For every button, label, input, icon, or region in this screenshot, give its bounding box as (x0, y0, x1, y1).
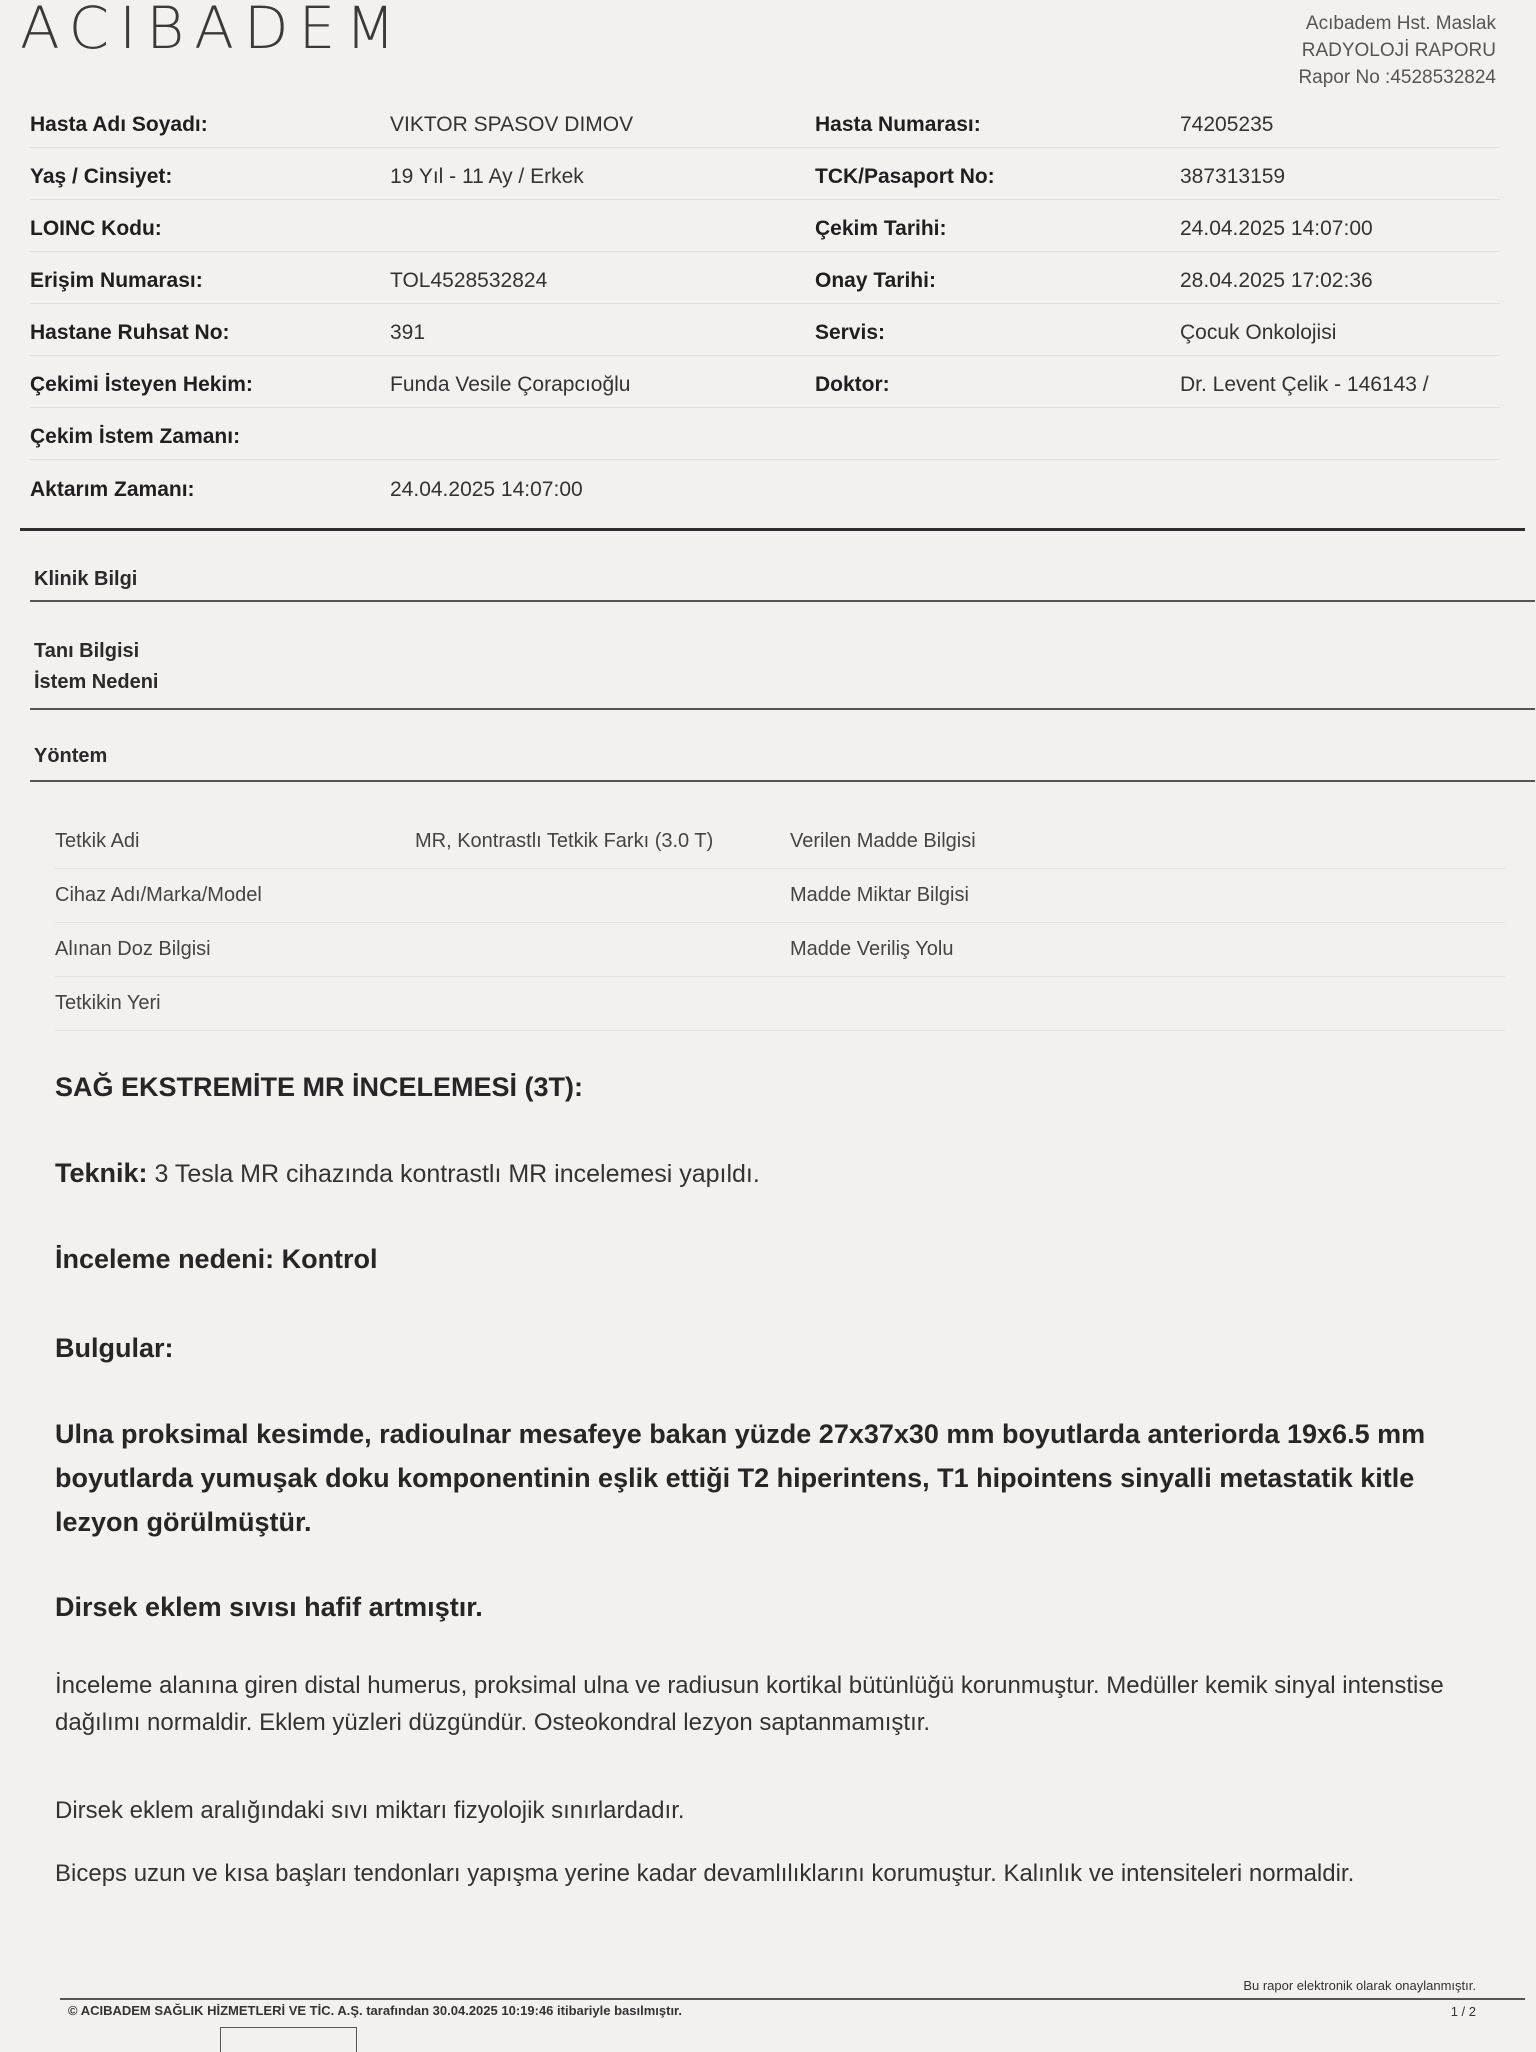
method-label: Cihaz Adı/Marka/Model (55, 884, 262, 906)
info-label: Onay Tarihi: (815, 269, 936, 292)
info-row (30, 304, 1500, 356)
report-type: RADYOLOJİ RAPORU (1301, 40, 1496, 61)
method-row (55, 869, 1505, 923)
divider (20, 528, 1525, 531)
hospital-logo: ACIBADEM (20, 0, 406, 62)
finding-tendons: Biceps uzun ve kısa başları tendonları yapışma yerine kadar devamlılıklarını korumuştur. Kalınlık ve intensiteleri normaldir. (55, 1860, 1355, 1887)
method-value: MR, Kontrastlı Tetkik Farkı (3.0 T) (415, 830, 714, 852)
info-label: Çekim İstem Zamanı: (30, 425, 241, 448)
section-yontem: Yöntem (34, 745, 108, 767)
patient-info-table (30, 96, 1500, 512)
report-title: SAĞ EKSTREMİTE MR İNCELEMESİ (3T): (55, 1072, 584, 1102)
info-value: 391 (390, 321, 426, 344)
info-label: Erişim Numarası: (30, 269, 203, 292)
method-label: Tetkikin Yeri (55, 992, 161, 1014)
method-label: Tetkik Adi (55, 830, 140, 852)
info-label: Doktor: (815, 373, 890, 396)
findings-heading: Bulgular: (55, 1333, 174, 1363)
technique-line (55, 1158, 1495, 1189)
footer-divider (60, 1998, 1525, 2000)
info-value: 387313159 (1180, 165, 1286, 188)
technique-text: 3 Tesla MR cihazında kontrastlı MR incelemesi yapıldı. (147, 1160, 760, 1188)
info-label: Çekim Tarihi: (815, 217, 947, 240)
info-label: Hasta Adı Soyadı: (30, 113, 208, 136)
report-number: Rapor No :4528532824 (1298, 67, 1496, 88)
finding-joint-fluid: Dirsek eklem sıvısı hafif artmıştır. (55, 1592, 483, 1622)
section-klinik-bilgi: Klinik Bilgi (34, 568, 138, 590)
method-row (55, 923, 1505, 977)
method-table (55, 815, 1505, 1031)
hospital-name: Acıbadem Hst. Maslak (1305, 13, 1496, 34)
technique-label: Teknik: (55, 1158, 148, 1188)
method-label-2: Madde Miktar Bilgisi (790, 884, 969, 906)
info-value: Çocuk Onkolojisi (1180, 321, 1337, 344)
divider (30, 780, 1535, 782)
info-label: Aktarım Zamanı: (30, 478, 195, 501)
info-value: 74205235 (1180, 113, 1274, 136)
info-value: Dr. Levent Çelik - 146143 / (1180, 373, 1429, 396)
electronic-approval-note: Bu rapor elektronik olarak onaylanmıştır. (1243, 1978, 1476, 1993)
stamp-box (220, 2027, 357, 2052)
section-tani-bilgisi: Tanı Bilgisi (34, 640, 140, 662)
info-label: LOINC Kodu: (30, 217, 162, 240)
info-value: TOL4528532824 (390, 269, 548, 292)
info-value: 19 Yıl - 11 Ay / Erkek (390, 165, 584, 188)
finding-bones: İnceleme alanına giren distal humerus, proksimal ulna ve radiusun kortikal bütünlüğü korunmuştur. Medüller kemik sinyal intenstise dağılımı normaldir. Eklem yüzleri düzgündür. Osteokondral lezyon saptanmamıştır. (55, 1672, 1444, 1736)
info-label: TCK/Pasaport No: (815, 165, 995, 188)
info-row (30, 460, 1500, 512)
info-row (30, 252, 1500, 304)
info-row (30, 408, 1500, 460)
divider (30, 600, 1535, 602)
info-label: Servis: (815, 321, 886, 344)
info-row (30, 148, 1500, 200)
method-label-2: Madde Veriliş Yolu (790, 938, 954, 960)
info-label: Hasta Numarası: (815, 113, 981, 136)
info-row (30, 356, 1500, 408)
divider (30, 708, 1535, 710)
finding-lesion: Ulna proksimal kesimde, radioulnar mesafeye bakan yüzde 27x37x30 mm boyutlarda anteriorda 19x6.5 mm boyutlarda yumuşak doku komponentinin eşlik ettiği T2 hiperintens, T1 hipointens sinyalli metastatik kitle lezyon görülmüştür. (55, 1419, 1426, 1537)
info-value: 28.04.2025 17:02:36 (1180, 269, 1373, 292)
method-row (55, 977, 1505, 1031)
info-value: Funda Vesile Çorapcıoğlu (390, 373, 631, 396)
info-row (30, 200, 1500, 252)
method-row (55, 815, 1505, 869)
print-info: © ACIBADEM SAĞLIK HİZMETLERİ VE TİC. A.Ş. tarafından 30.04.2025 10:19:46 itibariyle basılmıştır. (68, 2003, 683, 2018)
page-number: 1 / 2 (1450, 2004, 1476, 2019)
info-value: VIKTOR SPASOV DIMOV (390, 113, 634, 136)
info-label: Çekimi İsteyen Hekim: (30, 373, 253, 396)
method-label: Alınan Doz Bilgisi (55, 938, 211, 960)
info-value: 24.04.2025 14:07:00 (390, 478, 583, 501)
info-value: 24.04.2025 14:07:00 (1180, 217, 1373, 240)
report-header (1298, 10, 1496, 91)
info-row (30, 96, 1500, 148)
section-istem-nedeni: İstem Nedeni (34, 671, 159, 693)
info-label: Yaş / Cinsiyet: (30, 165, 173, 188)
method-label-2: Verilen Madde Bilgisi (790, 830, 976, 852)
finding-fluid: Dirsek eklem aralığındaki sıvı miktarı fizyolojik sınırlardadır. (55, 1797, 685, 1824)
info-label: Hastane Ruhsat No: (30, 321, 230, 344)
exam-reason: İnceleme nedeni: Kontrol (55, 1244, 378, 1274)
